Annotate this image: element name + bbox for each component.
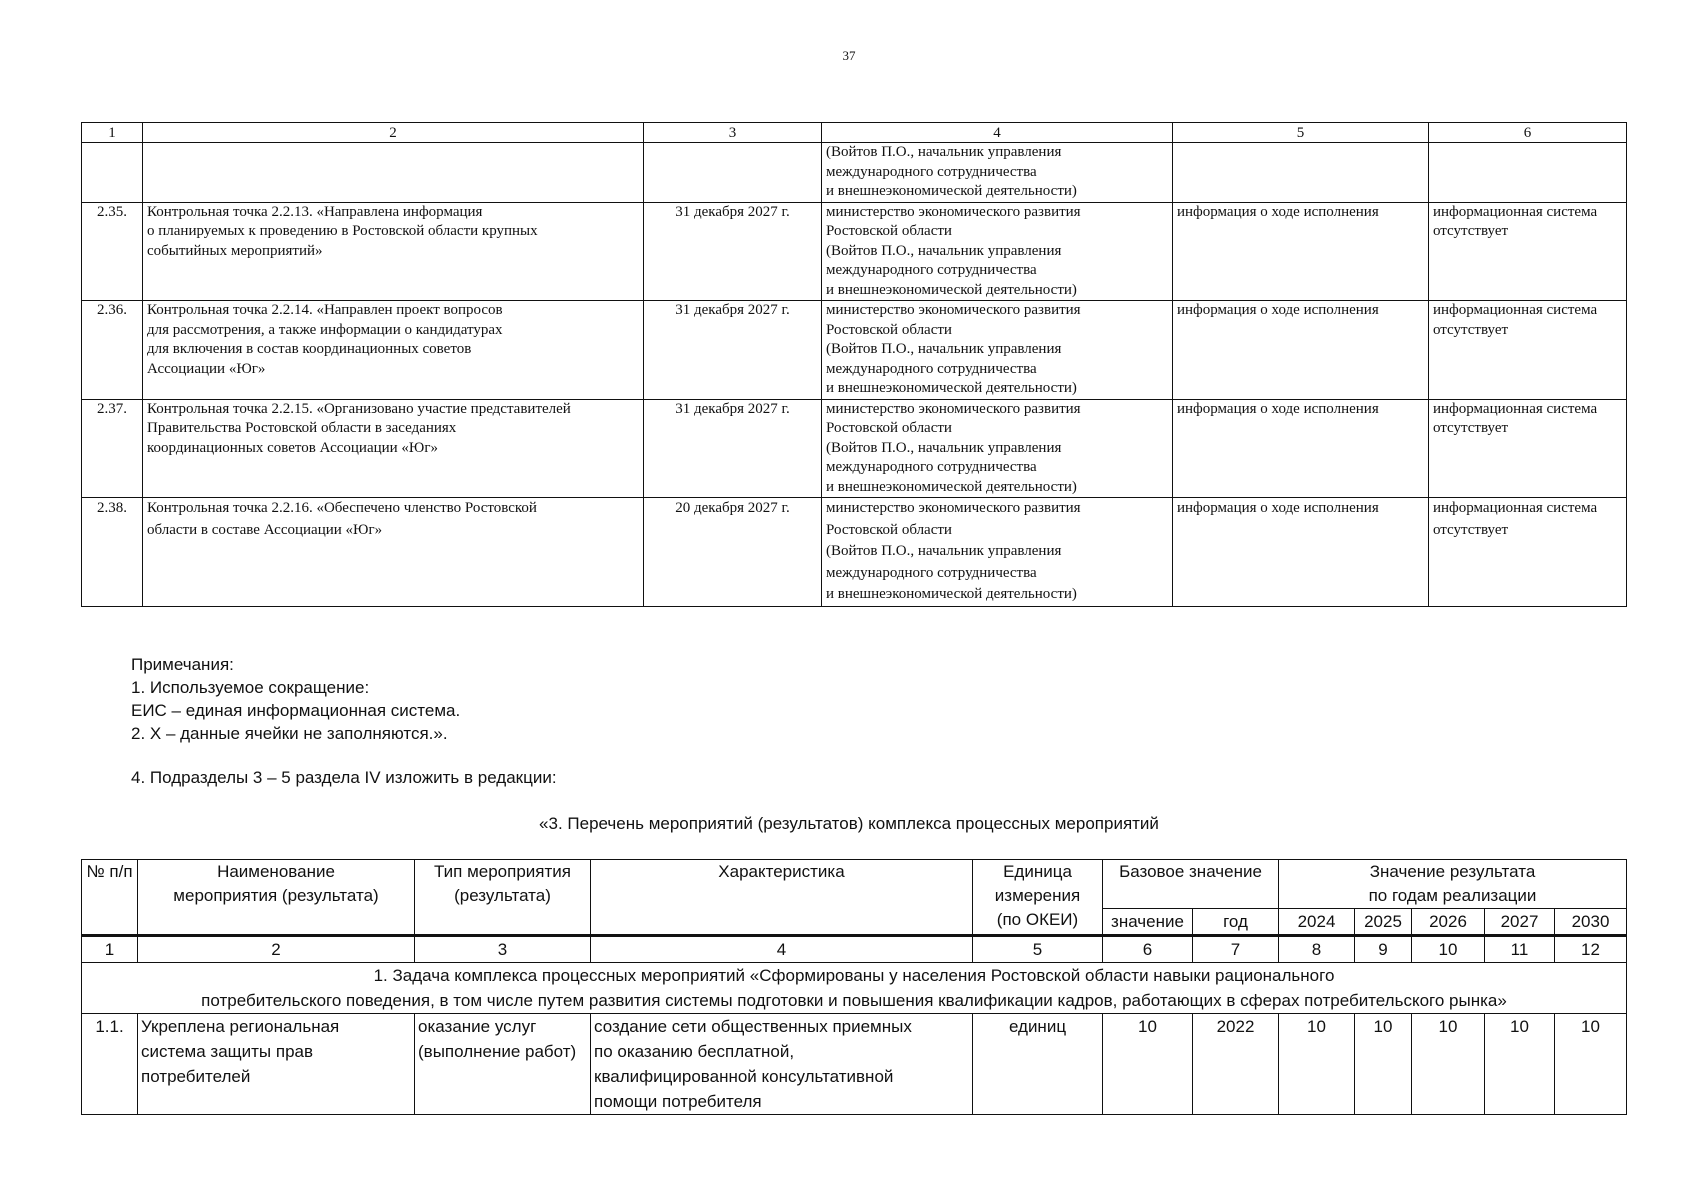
text-line: по оказанию бесплатной, bbox=[594, 1042, 795, 1061]
text-line: (по ОКЕИ) bbox=[996, 910, 1079, 929]
text-line: система защиты прав bbox=[141, 1042, 314, 1061]
responsible-cell bbox=[822, 399, 1173, 498]
text-line: министерство экономического развития bbox=[826, 203, 1081, 220]
instruction-paragraph: 4. Подразделы 3 – 5 раздела IV изложить в редакции: bbox=[131, 768, 557, 787]
text-line: международного сотрудничества bbox=[826, 262, 1037, 278]
document-type: информация о ходе исполнения bbox=[1173, 301, 1429, 400]
header-base-value-value: значение bbox=[1103, 909, 1193, 936]
text-line: Ассоциации «Юг» bbox=[147, 360, 266, 377]
measure-characteristic bbox=[591, 1014, 973, 1115]
text-line: информационная система bbox=[1433, 400, 1598, 417]
text-line: Ростовской области bbox=[826, 223, 952, 239]
note-line: ЕИС – единая информационная система. bbox=[131, 701, 461, 720]
column-number: 12 bbox=[1555, 936, 1627, 963]
text-line: о планируемых к проведению в Ростовской области крупных bbox=[147, 223, 538, 239]
year-value: 10 bbox=[1555, 1014, 1627, 1115]
column-number: 7 bbox=[1193, 936, 1279, 963]
note-line: 1. Используемое сокращение: bbox=[131, 678, 370, 697]
page-number: 37 bbox=[842, 48, 856, 63]
text-line: 1. Задача комплекса процессных мероприятий «Сформированы у населения Ростовской области навыки рационального bbox=[373, 966, 1335, 985]
table-row bbox=[82, 498, 1627, 607]
table-row bbox=[82, 399, 1627, 498]
header-result bbox=[1279, 860, 1627, 909]
text-line: Правительства Ростовской области в заседаниях bbox=[147, 420, 457, 436]
responsible-cell bbox=[822, 498, 1173, 607]
column-number: 2 bbox=[143, 123, 644, 143]
text-line: международного сотрудничества bbox=[826, 163, 1037, 180]
header-type bbox=[415, 860, 591, 936]
text-line: Ростовской области bbox=[826, 521, 952, 538]
text-line: и внешнеэкономической деятельности) bbox=[826, 380, 1077, 396]
task-row bbox=[82, 963, 1627, 1014]
header-characteristic: Характеристика bbox=[591, 860, 973, 936]
responsible-cell bbox=[822, 143, 1173, 203]
text-line: и внешнеэкономической деятельности) bbox=[826, 478, 1077, 495]
header-name bbox=[138, 860, 415, 936]
header-year: 2027 bbox=[1485, 909, 1555, 936]
header-num: № п/п bbox=[82, 860, 138, 936]
text-line: международного сотрудничества bbox=[826, 459, 1037, 475]
responsible-cell bbox=[822, 202, 1173, 301]
text-line: министерство экономического развития bbox=[826, 500, 1081, 516]
column-number: 9 bbox=[1355, 936, 1412, 963]
text-line: потребителей bbox=[141, 1067, 251, 1086]
information-system bbox=[1429, 301, 1627, 400]
text-line: Ростовской области bbox=[826, 321, 952, 338]
text-line: отсутствует bbox=[1433, 321, 1509, 338]
text-line: министерство экономического развития bbox=[826, 302, 1081, 318]
header-base-value-year: год bbox=[1193, 909, 1279, 936]
text-line: Контрольная точка 2.2.16. «Обеспечено членство Ростовской bbox=[147, 500, 537, 516]
text-line: потребительского поведения, в том числе путем развития системы подготовки и повышения квалификации кадров, работающих в сферах потребительского рынка» bbox=[201, 991, 1507, 1010]
text-line: министерство экономического развития bbox=[826, 400, 1081, 417]
column-number: 3 bbox=[644, 123, 822, 143]
text-line: Тип мероприятия bbox=[434, 862, 571, 881]
column-number: 4 bbox=[591, 936, 973, 963]
document-type: информация о ходе исполнения bbox=[1173, 399, 1429, 498]
column-numbers-row bbox=[82, 936, 1627, 963]
text-line: Контрольная точка 2.2.15. «Организовано участие представителей bbox=[147, 400, 571, 417]
column-number: 4 bbox=[822, 123, 1173, 143]
note-line: 2. Х – данные ячейки не заполняются.». bbox=[131, 724, 448, 743]
notes bbox=[131, 653, 460, 745]
text-line: (Войтов П.О., начальник управления bbox=[826, 439, 1062, 456]
header-year: 2030 bbox=[1555, 909, 1627, 936]
column-number: 2 bbox=[138, 936, 415, 963]
text-line: международного сотрудничества bbox=[826, 360, 1037, 377]
column-number: 3 bbox=[415, 936, 591, 963]
text-line: (Войтов П.О., начальник управления bbox=[826, 144, 1062, 160]
text-line: Ростовской области bbox=[826, 420, 952, 436]
table-header-row bbox=[82, 860, 1627, 909]
deadline-date: 31 декабря 2027 г. bbox=[644, 202, 822, 301]
text-line: квалифицированной консультативной bbox=[594, 1067, 894, 1086]
column-number: 8 bbox=[1279, 936, 1355, 963]
column-number: 1 bbox=[82, 936, 138, 963]
text-line: отсутствует bbox=[1433, 223, 1509, 239]
text-line: Значение результата bbox=[1369, 862, 1536, 881]
text-line: Единица bbox=[1003, 862, 1072, 881]
row-number: 2.35. bbox=[82, 202, 143, 301]
text-line: для включения в состав координационных советов bbox=[147, 341, 472, 357]
text-line: информационная система bbox=[1433, 203, 1598, 220]
header-year: 2024 bbox=[1279, 909, 1355, 936]
document-type: информация о ходе исполнения bbox=[1173, 202, 1429, 301]
table-row bbox=[82, 143, 1627, 203]
information-system bbox=[1429, 202, 1627, 301]
text-line: Контрольная точка 2.2.13. «Направлена информация bbox=[147, 203, 483, 220]
row-number: 2.36. bbox=[82, 301, 143, 400]
year-value: 10 bbox=[1279, 1014, 1355, 1115]
row-number: 1.1. bbox=[82, 1014, 138, 1115]
measure-name bbox=[138, 1014, 415, 1115]
text-line: Укреплена региональная bbox=[141, 1017, 340, 1036]
text-line: создание сети общественных приемных bbox=[594, 1017, 912, 1036]
text-line: для рассмотрения, а также информации о кандидатурах bbox=[147, 321, 503, 338]
column-number: 5 bbox=[973, 936, 1103, 963]
text-line: (выполнение работ) bbox=[418, 1042, 577, 1061]
control-points-table bbox=[81, 122, 1627, 607]
deadline-date: 31 декабря 2027 г. bbox=[644, 399, 822, 498]
text-line: области в составе Ассоциации «Юг» bbox=[147, 521, 383, 538]
text-line: по годам реализации bbox=[1368, 886, 1537, 905]
column-number: 6 bbox=[1429, 123, 1627, 143]
text-line: международного сотрудничества bbox=[826, 564, 1037, 581]
text-line: и внешнеэкономической деятельности) bbox=[826, 183, 1077, 199]
column-number: 1 bbox=[82, 123, 143, 143]
text-line: отсутствует bbox=[1433, 420, 1509, 436]
control-point-name bbox=[143, 301, 644, 400]
text-line: и внешнеэкономической деятельности) bbox=[826, 281, 1077, 298]
text-line: (результата) bbox=[454, 886, 551, 905]
control-point-name bbox=[143, 498, 644, 607]
table-header-row bbox=[82, 123, 1627, 143]
base-value: 10 bbox=[1103, 1014, 1193, 1115]
header-year: 2026 bbox=[1412, 909, 1485, 936]
header-unit bbox=[973, 860, 1103, 936]
notes-heading: Примечания: bbox=[131, 655, 234, 674]
column-number: 5 bbox=[1173, 123, 1429, 143]
header-base-value: Базовое значение bbox=[1103, 860, 1279, 909]
text-line: (Войтов П.О., начальник управления bbox=[826, 242, 1062, 259]
table-row bbox=[82, 301, 1627, 400]
text-line: оказание услуг bbox=[418, 1017, 537, 1036]
base-year: 2022 bbox=[1193, 1014, 1279, 1115]
control-point-name bbox=[143, 399, 644, 498]
information-system bbox=[1429, 399, 1627, 498]
text-line: Контрольная точка 2.2.14. «Направлен проект вопросов bbox=[147, 302, 503, 318]
text-line: измерения bbox=[994, 886, 1081, 905]
deadline-date: 31 декабря 2027 г. bbox=[644, 301, 822, 400]
text-line: и внешнеэкономической деятельности) bbox=[826, 586, 1077, 602]
text-line: событийных мероприятий» bbox=[147, 242, 323, 259]
column-number: 11 bbox=[1485, 936, 1555, 963]
text-line: (Войтов П.О., начальник управления bbox=[826, 543, 1062, 559]
responsible-cell bbox=[822, 301, 1173, 400]
measure-type bbox=[415, 1014, 591, 1115]
year-value: 10 bbox=[1412, 1014, 1485, 1115]
text-line: Наименование bbox=[217, 862, 335, 881]
text-line: отсутствует bbox=[1433, 521, 1509, 538]
header-year: 2025 bbox=[1355, 909, 1412, 936]
deadline-date: 20 декабря 2027 г. bbox=[644, 498, 822, 607]
document-type: информация о ходе исполнения bbox=[1173, 498, 1429, 607]
task-cell bbox=[82, 963, 1627, 1014]
year-value: 10 bbox=[1355, 1014, 1412, 1115]
information-system bbox=[1429, 498, 1627, 607]
text-line: координационных советов Ассоциации «Юг» bbox=[147, 439, 438, 456]
text-line: помощи потребителя bbox=[594, 1092, 762, 1111]
control-point-name bbox=[143, 202, 644, 301]
column-number: 10 bbox=[1412, 936, 1485, 963]
text-line: информационная система bbox=[1433, 500, 1598, 516]
table-row bbox=[82, 202, 1627, 301]
year-value: 10 bbox=[1485, 1014, 1555, 1115]
section-title: «3. Перечень мероприятий (результатов) комплекса процессных мероприятий bbox=[539, 814, 1159, 833]
measures-table bbox=[81, 859, 1627, 1115]
text-line: мероприятия (результата) bbox=[173, 886, 379, 905]
measure-unit: единиц bbox=[973, 1014, 1103, 1115]
table-row bbox=[82, 1014, 1627, 1115]
column-number: 6 bbox=[1103, 936, 1193, 963]
row-number: 2.38. bbox=[82, 498, 143, 607]
text-line: информационная система bbox=[1433, 302, 1598, 318]
text-line: (Войтов П.О., начальник управления bbox=[826, 341, 1062, 357]
row-number: 2.37. bbox=[82, 399, 143, 498]
